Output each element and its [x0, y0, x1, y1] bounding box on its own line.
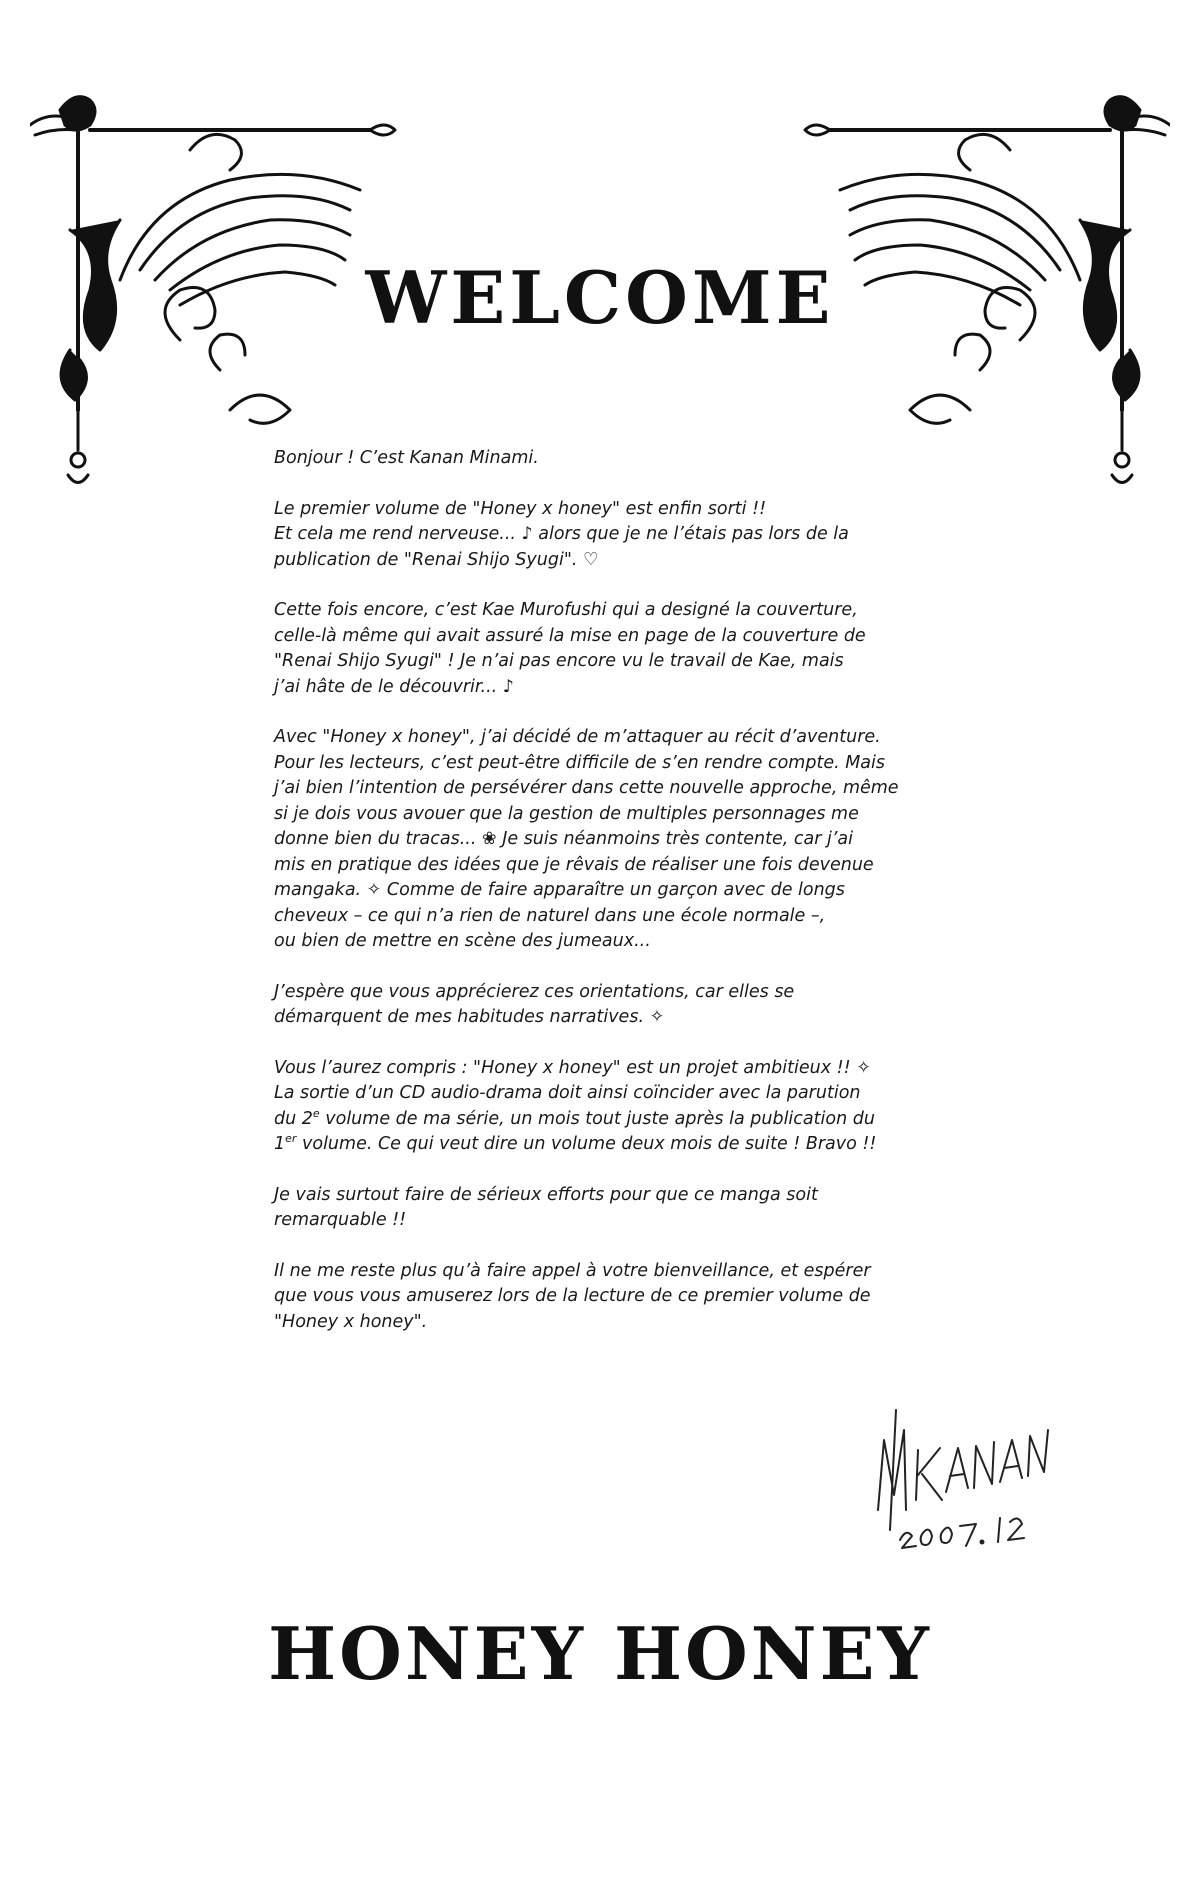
text-line: publication de "Renai Shijo Syugi". ♡ [274, 549, 599, 570]
handwritten-signature [860, 1400, 1060, 1550]
text-line: Le premier volume de "Honey x honey" est enfin sorti !! [274, 498, 767, 519]
paragraph-6 [274, 1183, 974, 1234]
text-line: mangaka. ✧ Comme de faire apparaître un garçon avec de longs [274, 880, 845, 900]
paragraph-3 [274, 725, 974, 955]
text-line: si je dois vous avouer que la gestion de multiples personnages me [274, 803, 859, 824]
text-line: Avec "Honey x honey", j’ai décidé de m’attaquer au récit d’aventure. [274, 727, 881, 747]
text-line: cheveux – ce qui n’a rien de naturel dans une école normale –, [274, 905, 826, 926]
paragraph-2 [274, 598, 974, 700]
text-line: "Renai Shijo Syugi" ! Je n’ai pas encore vu le travail de Kae, mais [274, 651, 844, 671]
text-line: j’ai hâte de le découvrir... ♪ [274, 676, 514, 697]
text-line: donne bien du tracas... ❀ Je suis néanmoins très contente, car j’ai [274, 829, 854, 849]
text-line: Je vais surtout faire de sérieux efforts pour que ce manga soit [274, 1184, 818, 1205]
superscript: e [312, 1106, 320, 1120]
letter-body [274, 446, 974, 1360]
text-fragment: 1 [274, 1134, 286, 1154]
paragraph-4 [274, 980, 974, 1031]
footer-title: HONEY HONEY [268, 1611, 932, 1696]
text-line: J’espère que vous apprécierez ces orientations, car elles se [274, 981, 795, 1002]
text-line: Vous l’aurez compris : "Honey x honey" est un projet ambitieux !! ✧ [274, 1057, 871, 1078]
greeting-paragraph [274, 446, 974, 472]
text-line: Cette fois encore, c’est Kae Murofushi qui a designé la couverture, [274, 600, 858, 620]
text-fragment: du 2 [274, 1108, 313, 1129]
superscript: er [285, 1132, 297, 1146]
text-line: Et cela me rend nerveuse... ♪ alors que je ne l’étais pas lors de la [274, 524, 849, 544]
text-line: remarquable !! [274, 1210, 407, 1230]
text-line: j’ai bien l’intention de persévérer dans cette nouvelle approche, même [274, 778, 899, 798]
text-fragment: volume. Ce qui veut dire un volume deux mois de suite ! Bravo !! [296, 1134, 877, 1154]
text-line [274, 1132, 974, 1158]
text-line: celle-là même qui avait assuré la mise en page de la couverture de [274, 625, 866, 646]
text-line: Il ne me reste plus qu’à faire appel à votre bienveillance, et espérer [274, 1260, 871, 1281]
greeting: Bonjour ! C’est Kanan Minami. [274, 448, 539, 468]
paragraph-1 [274, 497, 974, 574]
paragraph-7 [274, 1259, 974, 1336]
text-fragment: volume de ma série, un mois tout juste après la publication du [319, 1108, 875, 1129]
text-line: "Honey x honey". [274, 1311, 428, 1332]
text-line: Pour les lecteurs, c’est peut-être difficile de s’en rendre compte. Mais [274, 752, 886, 773]
paragraph-5 [274, 1056, 974, 1158]
text-line: mis en pratique des idées que je rêvais de réaliser une fois devenue [274, 854, 874, 875]
text-line [274, 1107, 974, 1133]
text-line: que vous vous amuserez lors de la lecture de ce premier volume de [274, 1286, 871, 1306]
text-line: ou bien de mettre en scène des jumeaux... [274, 931, 651, 951]
text-line: La sortie d’un CD audio-drama doit ainsi coïncider avec la parution [274, 1083, 861, 1103]
text-line: démarquent de mes habitudes narratives. ✧ [274, 1007, 665, 1027]
page-title: WELCOME [365, 255, 835, 340]
